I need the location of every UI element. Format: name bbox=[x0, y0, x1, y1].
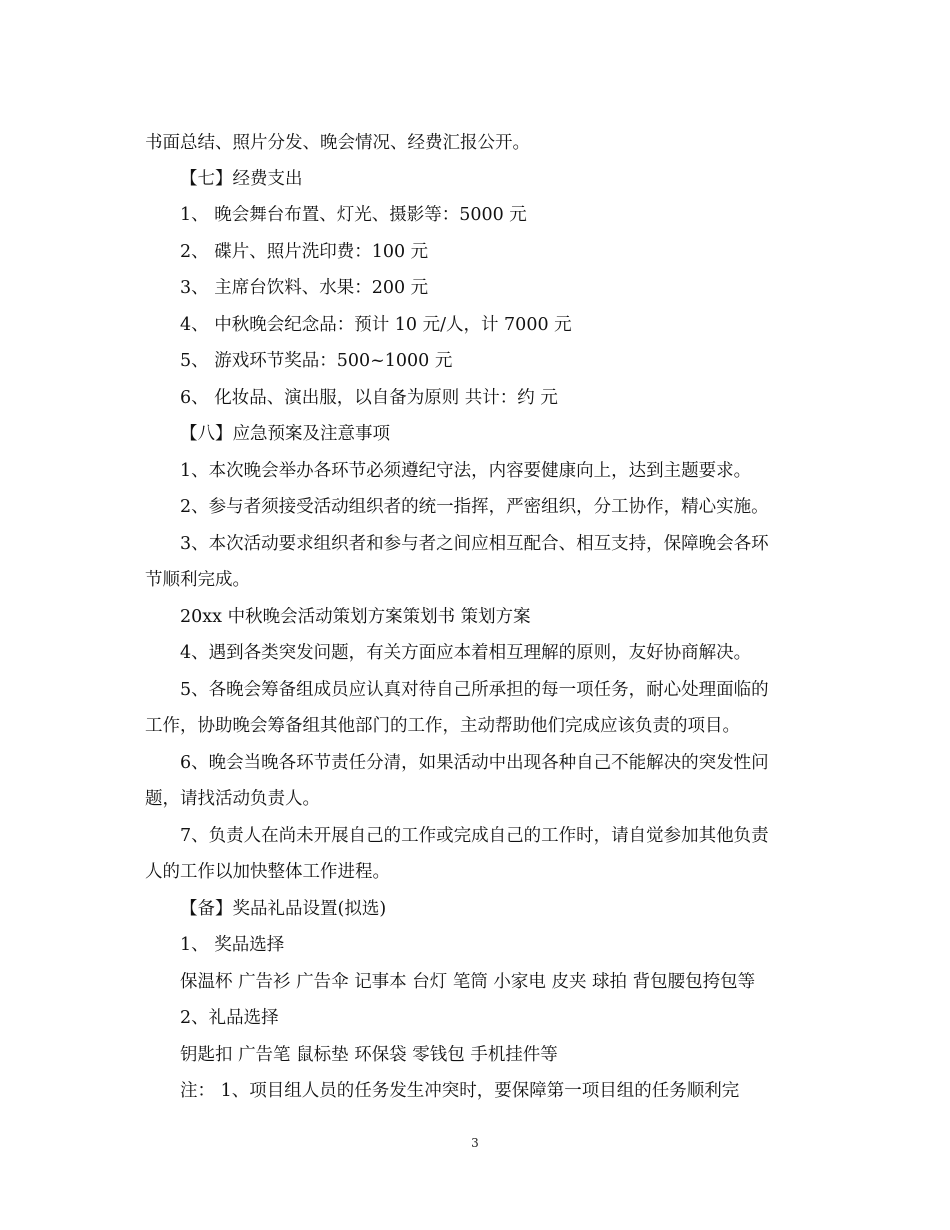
text-line: 书面总结、照片分发、晚会情况、经费汇报公开。 bbox=[145, 133, 530, 153]
list-item: 6、 化妆品、演出服，以自备为原则 共计：约 元 bbox=[180, 388, 558, 408]
text-line: 4、遇到各类突发问题，有关方面应本着相互理解的原则，友好协商解决。 bbox=[180, 643, 752, 663]
text-line: 20xx 中秋晚会活动策划方案策划书 策划方案 bbox=[180, 607, 531, 627]
list-item: 1、 奖品选择 bbox=[180, 935, 285, 955]
section-heading: 【七】经费支出 bbox=[180, 169, 303, 189]
text-line: 3、本次活动要求组织者和参与者之间应相互配合、相互支持，保障晚会各环 bbox=[180, 534, 769, 554]
text-line: 6、晚会当晚各环节责任分清，如果活动中出现各种自己不能解决的突发性问 bbox=[180, 753, 769, 773]
section-heading: 【八】应急预案及注意事项 bbox=[180, 424, 390, 444]
text-line: 注： 1、项目组人员的任务发生冲突时，要保障第一项目组的任务顺利完 bbox=[180, 1081, 740, 1101]
page-number: 3 bbox=[471, 1136, 479, 1150]
list-item: 2、礼品选择 bbox=[180, 1008, 279, 1028]
text-line: 5、各晚会筹备组成员应认真对待自己所承担的每一项任务，耐心处理面临的 bbox=[180, 680, 769, 700]
text-line: 题，请找活动负责人。 bbox=[145, 789, 320, 809]
text-line: 工作，协助晚会筹备组其他部门的工作，主动帮助他们完成应该负责的项目。 bbox=[145, 716, 740, 736]
list-item: 4、 中秋晚会纪念品：预计 10 元/人，计 7000 元 bbox=[180, 315, 572, 335]
list-item: 2、 碟片、照片洗印费：100 元 bbox=[180, 242, 429, 262]
text-line: 2、参与者须接受活动组织者的统一指挥，严密组织，分工协作，精心实施。 bbox=[180, 497, 769, 517]
text-line: 钥匙扣 广告笔 鼠标垫 环保袋 零钱包 手机挂件等 bbox=[180, 1045, 558, 1065]
section-heading: 【备】奖品礼品设置(拟选) bbox=[180, 899, 387, 919]
list-item: 1、 晚会舞台布置、灯光、摄影等：5000 元 bbox=[180, 205, 527, 225]
text-line: 人的工作以加快整体工作进程。 bbox=[145, 862, 390, 882]
text-line: 1、本次晚会举办各环节必须遵纪守法，内容要健康向上，达到主题要求。 bbox=[180, 461, 752, 481]
list-item: 3、 主席台饮料、水果：200 元 bbox=[180, 278, 429, 298]
text-line: 节顺利完成。 bbox=[145, 570, 250, 590]
text-line: 7、负责人在尚未开展自己的工作或完成自己的工作时，请自觉参加其他负责 bbox=[180, 826, 769, 846]
list-item: 5、 游戏环节奖品：500~1000 元 bbox=[180, 351, 453, 371]
text-line: 保温杯 广告衫 广告伞 记事本 台灯 笔筒 小家电 皮夹 球拍 背包腰包挎包等 bbox=[180, 972, 756, 992]
